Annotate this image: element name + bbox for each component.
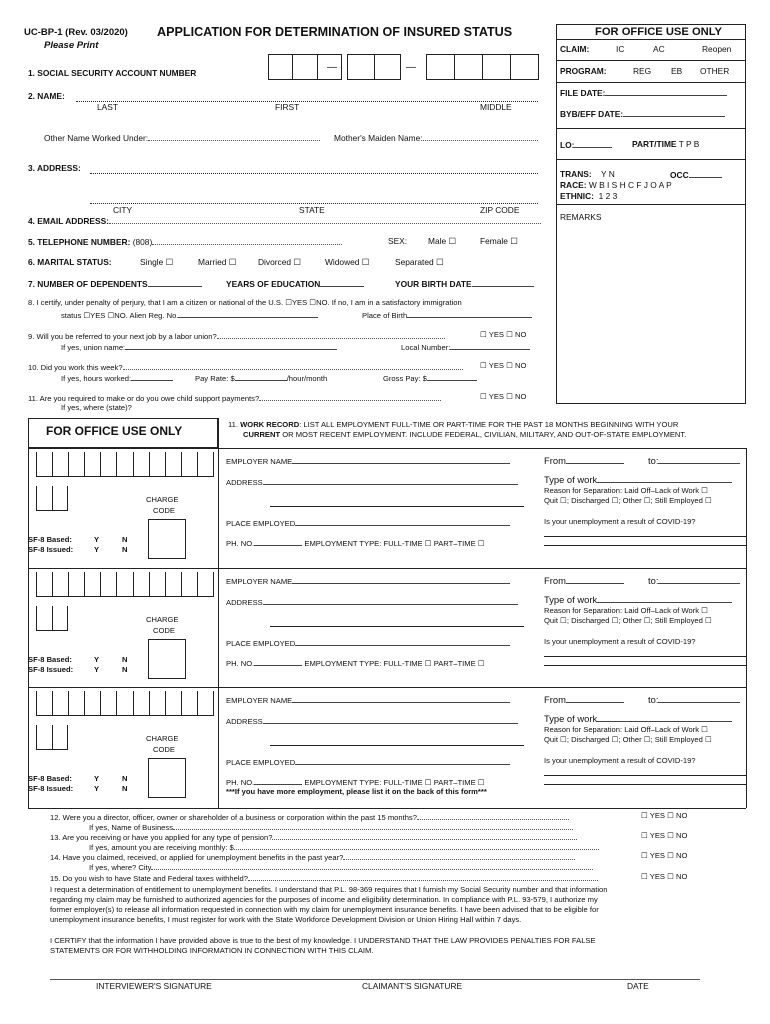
office-code-boxes[interactable] <box>36 452 214 477</box>
program-eb[interactable]: EB <box>671 66 683 76</box>
sex-male[interactable]: Male ☐ <box>428 236 456 246</box>
code-label: CODE <box>153 626 175 635</box>
code-label: CODE <box>153 745 175 754</box>
charge-code-box[interactable] <box>148 639 186 679</box>
part-time-label: PART/TIME <box>632 139 677 149</box>
q1-label: 1. SOCIAL SECURITY ACCOUNT NUMBER <box>28 68 197 78</box>
type-of-work-field[interactable] <box>597 475 732 483</box>
please-print: Please Print <box>44 40 99 51</box>
type-of-work-label: Type of work <box>544 713 598 724</box>
from-label: From <box>544 575 566 586</box>
q8-birthplace-label: Place of Birth <box>362 311 408 320</box>
trans-label: TRANS: <box>560 169 592 179</box>
claim-city-field[interactable] <box>151 862 593 870</box>
ssn-group-2[interactable] <box>347 54 401 80</box>
sf8-based-no[interactable]: N <box>122 535 128 544</box>
from-date-field[interactable] <box>566 576 624 584</box>
q5-label: 5. TELEPHONE NUMBER: <box>28 237 131 247</box>
separation-reason[interactable]: Reason for Separation: Laid Off–Lack of Work ☐ <box>544 725 708 734</box>
phone-label: PH. NO. <box>226 659 255 668</box>
to-date-field[interactable] <box>658 576 740 584</box>
birth-date-label: YOUR BIRTH DATE <box>395 279 472 289</box>
union-name-label: If yes, union name: <box>61 343 126 352</box>
phone-label: PH. NO. <box>226 778 255 787</box>
phone-field[interactable] <box>254 777 302 785</box>
to-label: to: <box>648 575 659 586</box>
marital-single[interactable]: Single ☐ <box>140 257 174 267</box>
q9-yes-no[interactable]: ☐ YES ☐ NO <box>480 330 527 339</box>
pay-rate-label: Pay Rate: $ <box>195 374 235 383</box>
left-office-title: FOR OFFICE USE ONLY <box>46 424 183 438</box>
certify-line-1: I CERTIFY that the information I have provided above is true to the best of my knowledge. I UNDERSTAND THAT THE LAW PROVIDES PENALTIES FOR FALSE <box>50 936 596 945</box>
marital-divorced[interactable]: Divorced ☐ <box>258 257 301 267</box>
byb-date-label: BYB/EFF DATE: <box>560 109 624 119</box>
lo-field[interactable] <box>574 140 612 148</box>
q11-question: 11. Are you required to make or do you owe child support payments? <box>28 394 260 403</box>
charge-code-box[interactable] <box>148 758 186 798</box>
employer-name-label: EMPLOYER NAME <box>226 577 293 586</box>
q15-question: 15. Do you wish to have State and Federal taxes withheld? <box>50 874 248 883</box>
race-label: RACE: <box>560 180 587 190</box>
covid-question: Is your unemployment a result of COVID-19? <box>544 517 696 526</box>
gross-pay-label: Gross Pay: $ <box>383 374 427 383</box>
sf8-issued-label: SF-8 Issued: <box>28 665 74 674</box>
q8-alien-label: status ☐YES ☐NO. Alien Reg. No. <box>61 311 179 320</box>
to-label: to: <box>648 455 659 466</box>
occ-field[interactable] <box>689 170 722 178</box>
signature-line[interactable] <box>50 979 700 980</box>
office-code-boxes[interactable] <box>36 725 68 750</box>
business-name-label: If yes, Name of Business <box>89 823 173 832</box>
q7-label: 7. NUMBER OF DEPENDENTS <box>28 279 148 289</box>
employer-address-label: ADDRESS <box>226 478 263 487</box>
charge-code-box[interactable] <box>148 519 186 559</box>
work-record-current: CURRENT <box>243 430 281 439</box>
file-date-field[interactable] <box>605 88 727 96</box>
maiden-name-label: Mother's Maiden Name: <box>334 133 423 143</box>
sf8-based-yes[interactable]: Y <box>94 655 100 664</box>
charge-label: CHARGE <box>146 615 179 624</box>
separation-options[interactable]: Quit ☐; Discharged ☐; Other ☐; Still Employed ☐ <box>544 735 712 744</box>
place-employed-label: PLACE EMPLOYED <box>226 519 296 528</box>
sf8-issued-label: SF-8 Issued: <box>28 784 74 793</box>
code-label: CODE <box>153 506 175 515</box>
phone-label: PH. NO. <box>226 539 255 548</box>
q6-label: 6. MARITAL STATUS: <box>28 257 112 267</box>
to-label: to: <box>648 694 659 705</box>
employer-address-field[interactable] <box>263 716 518 724</box>
place-employed-field[interactable] <box>295 638 510 646</box>
q8-line1: 8. I certify, under penalty of perjury, that I am a citizen or national of the U.S. ☐YES ☐NO. If no, I am in a satisfactory immigration <box>28 298 462 307</box>
covid-question: Is your unemployment a result of COVID-19? <box>544 637 696 646</box>
sex-female[interactable]: Female ☐ <box>480 236 518 246</box>
interviewer-signature-label: INTERVIEWER'S SIGNATURE <box>96 981 212 991</box>
dependents-field[interactable] <box>148 279 202 287</box>
occ-label: OCC <box>670 170 689 180</box>
employment-type[interactable]: EMPLOYMENT TYPE: FULL-TIME ☐ PART–TIME ☐ <box>304 539 485 548</box>
place-employed-label: PLACE EMPLOYED <box>226 758 296 767</box>
race-options[interactable]: W B I S H C F J O A P <box>588 180 672 190</box>
to-date-field[interactable] <box>658 456 740 464</box>
alien-reg-field[interactable] <box>178 310 318 318</box>
q13-question: 13. Are you receiving or have you applied for any type of pension? <box>50 833 273 842</box>
marital-married[interactable]: Married ☐ <box>198 257 237 267</box>
employer-name-label: EMPLOYER NAME <box>226 696 293 705</box>
work-record-label: WORK RECORD <box>240 420 300 429</box>
ssn-group-3[interactable] <box>426 54 539 80</box>
from-label: From <box>544 455 566 466</box>
local-number-field[interactable] <box>450 342 530 350</box>
office-code-boxes[interactable] <box>36 691 214 716</box>
city-caption: CITY <box>113 205 133 215</box>
sf8-issued-yes[interactable]: Y <box>94 784 100 793</box>
separation-reason[interactable]: Reason for Separation: Laid Off–Lack of Work ☐ <box>544 486 708 495</box>
from-label: From <box>544 694 566 705</box>
sf8-issued-no[interactable]: N <box>122 784 128 793</box>
child-support-state-label: If yes, where (state)? <box>61 403 132 412</box>
email-field[interactable] <box>109 216 541 224</box>
q10-question: 10. Did you work this week? <box>28 363 123 372</box>
charge-label: CHARGE <box>146 734 179 743</box>
q15-yes-no[interactable]: ☐ YES ☐ NO <box>641 872 688 881</box>
birthplace-field[interactable] <box>407 310 532 318</box>
hours-label: If yes, hours worked: <box>61 374 132 383</box>
sf8-based-label: SF-8 Based: <box>28 655 72 664</box>
maiden-name-field[interactable] <box>423 133 538 141</box>
telephone-field[interactable] <box>152 237 342 245</box>
work-record-line2: OR MOST RECENT EMPLOYMENT. INCLUDE FEDERAL, CIVILIAN, MILITARY, AND OUT-OF-STATE EMPLOYMENT. <box>280 430 687 439</box>
phone-field[interactable] <box>254 538 302 546</box>
education-field[interactable] <box>320 279 364 287</box>
employment-type[interactable]: EMPLOYMENT TYPE: FULL-TIME ☐ PART–TIME ☐ <box>304 778 485 787</box>
education-label: YEARS OF EDUCATION <box>226 279 321 289</box>
place-employed-label: PLACE EMPLOYED <box>226 639 296 648</box>
sf8-based-yes[interactable]: Y <box>94 774 100 783</box>
local-number-label: Local Number: <box>401 343 451 352</box>
separation-reason[interactable]: Reason for Separation: Laid Off–Lack of Work ☐ <box>544 606 708 615</box>
q3-label: 3. ADDRESS: <box>28 163 81 173</box>
q14-yes-no[interactable]: ☐ YES ☐ NO <box>641 851 688 860</box>
other-name-field[interactable] <box>148 133 320 141</box>
claim-ac[interactable]: AC <box>653 44 665 54</box>
office-code-boxes[interactable] <box>36 606 68 631</box>
pension-amount-label: If yes, amount you are receiving monthly: $ <box>89 843 234 852</box>
q2-label: 2. NAME: <box>28 91 65 101</box>
zip-caption: ZIP CODE <box>480 205 520 215</box>
other-name-label: Other Name Worked Under: <box>44 133 149 143</box>
employer-name-field[interactable] <box>292 695 510 703</box>
statement-line-1: I request a determination of entitlement to unemployment benefits. I understand that P.L. 98-369 requires that I furnish my Social Security number and that information <box>50 885 608 894</box>
sf8-issued-no[interactable]: N <box>122 545 128 554</box>
charge-label: CHARGE <box>146 495 179 504</box>
sf8-issued-no[interactable]: N <box>122 665 128 674</box>
lo-label: LO: <box>560 140 575 150</box>
remarks-label: REMARKS <box>560 212 602 222</box>
program-reg[interactable]: REG <box>633 66 652 76</box>
sf8-based-label: SF-8 Based: <box>28 774 72 783</box>
claimant-signature-label: CLAIMANT'S SIGNATURE <box>362 981 463 991</box>
ethnic-label: ETHNIC: <box>560 191 594 201</box>
form-title: APPLICATION FOR DETERMINATION OF INSURED STATUS <box>157 25 513 39</box>
name-field[interactable] <box>76 101 538 102</box>
claim-ic[interactable]: IC <box>616 44 625 54</box>
q14-question: 14. Have you claimed, received, or applied for unemployment benefits in the past year? <box>50 853 344 862</box>
sf8-based-label: SF-8 Based: <box>28 535 72 544</box>
claim-city-label: If yes, where? City <box>89 863 152 872</box>
certify-line-2: STATEMENTS OR FOR WITHHOLDING INFORMATION IN CONNECTION WITH THIS CLAIM. <box>50 946 374 955</box>
trans-options[interactable]: Y N <box>600 169 615 179</box>
type-of-work-label: Type of work <box>544 474 598 485</box>
office-code-boxes[interactable] <box>36 486 68 511</box>
sf8-issued-yes[interactable]: Y <box>94 545 100 554</box>
business-name-field[interactable] <box>173 822 573 830</box>
employer-name-field[interactable] <box>292 456 510 464</box>
form-id: UC-BP-1 (Rev. 03/2020) <box>24 27 128 38</box>
work-record-num: 11. <box>228 420 238 429</box>
type-of-work-field[interactable] <box>597 595 732 603</box>
ethnic-options[interactable]: 1 2 3 <box>598 191 618 201</box>
state-caption: STATE <box>299 205 325 215</box>
sf8-issued-label: SF-8 Issued: <box>28 545 74 554</box>
employment-type[interactable]: EMPLOYMENT TYPE: FULL-TIME ☐ PART–TIME ☐ <box>304 659 485 668</box>
marital-widowed[interactable]: Widowed ☐ <box>325 257 370 267</box>
employer-name-field[interactable] <box>292 576 510 584</box>
middle-caption: MIDDLE <box>480 102 512 112</box>
address-field[interactable] <box>90 173 538 174</box>
place-employed-field[interactable] <box>295 757 510 765</box>
q10-yes-no[interactable]: ☐ YES ☐ NO <box>480 361 527 370</box>
statement-line-4: unemployment insurance benefits, I must register for work with the State Workforce Development Division or Union Hiring Hall within 7 days. <box>50 915 522 924</box>
work-record-line1: : LIST ALL EMPLOYMENT FULL-TIME OR PART-TIME FOR THE PAST 18 MONTHS BEGINNING WITH YOUR <box>299 420 679 429</box>
type-of-work-label: Type of work <box>544 594 598 605</box>
date-label: DATE <box>627 981 649 991</box>
pay-rate-field[interactable] <box>235 373 287 381</box>
q4-label: 4. EMAIL ADDRESS: <box>28 216 109 226</box>
statement-line-2: regarding my claim may be furnished to authorized agencies for the purposes of income and eligibility determination. In compliance with P.L. 93-579, I authorize my <box>50 895 598 904</box>
program-label: PROGRAM: <box>560 66 607 76</box>
pay-period: /hour/month <box>286 374 328 383</box>
office-code-boxes[interactable] <box>36 572 214 597</box>
to-date-field[interactable] <box>658 695 740 703</box>
employer-address-label: ADDRESS <box>226 717 263 726</box>
from-date-field[interactable] <box>566 695 624 703</box>
sf8-based-no[interactable]: N <box>122 655 128 664</box>
last-caption: LAST <box>97 102 118 112</box>
covid-question: Is your unemployment a result of COVID-19? <box>544 756 696 765</box>
from-date-field[interactable] <box>566 456 624 464</box>
q13-yes-no[interactable]: ☐ YES ☐ NO <box>641 831 688 840</box>
sex-label: SEX: <box>388 236 408 246</box>
type-of-work-field[interactable] <box>597 714 732 722</box>
first-caption: FIRST <box>275 102 300 112</box>
q9-question: 9. Will you be referred to your next job by a labor union? <box>28 332 217 341</box>
office-use-title: FOR OFFICE USE ONLY <box>595 26 723 38</box>
gross-pay-field[interactable] <box>427 373 477 381</box>
union-name-field[interactable] <box>125 342 337 350</box>
part-time-options[interactable]: T P B <box>678 139 700 149</box>
claim-label: CLAIM: <box>560 44 590 54</box>
program-other[interactable]: OTHER <box>700 66 730 76</box>
sf8-based-yes[interactable]: Y <box>94 535 100 544</box>
more-employment-note: ***If you have more employment, please list it on the back of this form*** <box>226 787 487 796</box>
separation-options[interactable]: Quit ☐; Discharged ☐; Other ☐; Still Employed ☐ <box>544 496 712 505</box>
byb-date-field[interactable] <box>623 109 725 117</box>
q12-question: 12. Were you a director, officer, owner or shareholder of a business or corporation within the past 15 months? <box>50 813 417 822</box>
employer-address-field[interactable] <box>263 597 518 605</box>
statement-line-3: former employer(s) to release all information requested in connection with my claim for unemployment insurance benefits. I have been advised that to be eligible for <box>50 905 599 914</box>
file-date-label: FILE DATE: <box>560 88 606 98</box>
claim-reopen[interactable]: Reopen <box>702 44 732 54</box>
employer-address-label: ADDRESS <box>226 598 263 607</box>
sf8-based-no[interactable]: N <box>122 774 128 783</box>
phone-field[interactable] <box>254 658 302 666</box>
separation-options[interactable]: Quit ☐; Discharged ☐; Other ☐; Still Employed ☐ <box>544 616 712 625</box>
area-code: (808) <box>132 237 153 247</box>
q11-yes-no[interactable]: ☐ YES ☐ NO <box>480 392 527 401</box>
place-employed-field[interactable] <box>295 518 510 526</box>
q12-yes-no[interactable]: ☐ YES ☐ NO <box>641 811 688 820</box>
hours-field[interactable] <box>131 373 173 381</box>
birth-date-field[interactable] <box>472 279 534 287</box>
employer-name-label: EMPLOYER NAME <box>226 457 293 466</box>
marital-separated[interactable]: Separated ☐ <box>395 257 444 267</box>
sf8-issued-yes[interactable]: Y <box>94 665 100 674</box>
employer-address-field[interactable] <box>263 477 518 485</box>
pension-amount-field[interactable] <box>234 842 599 850</box>
